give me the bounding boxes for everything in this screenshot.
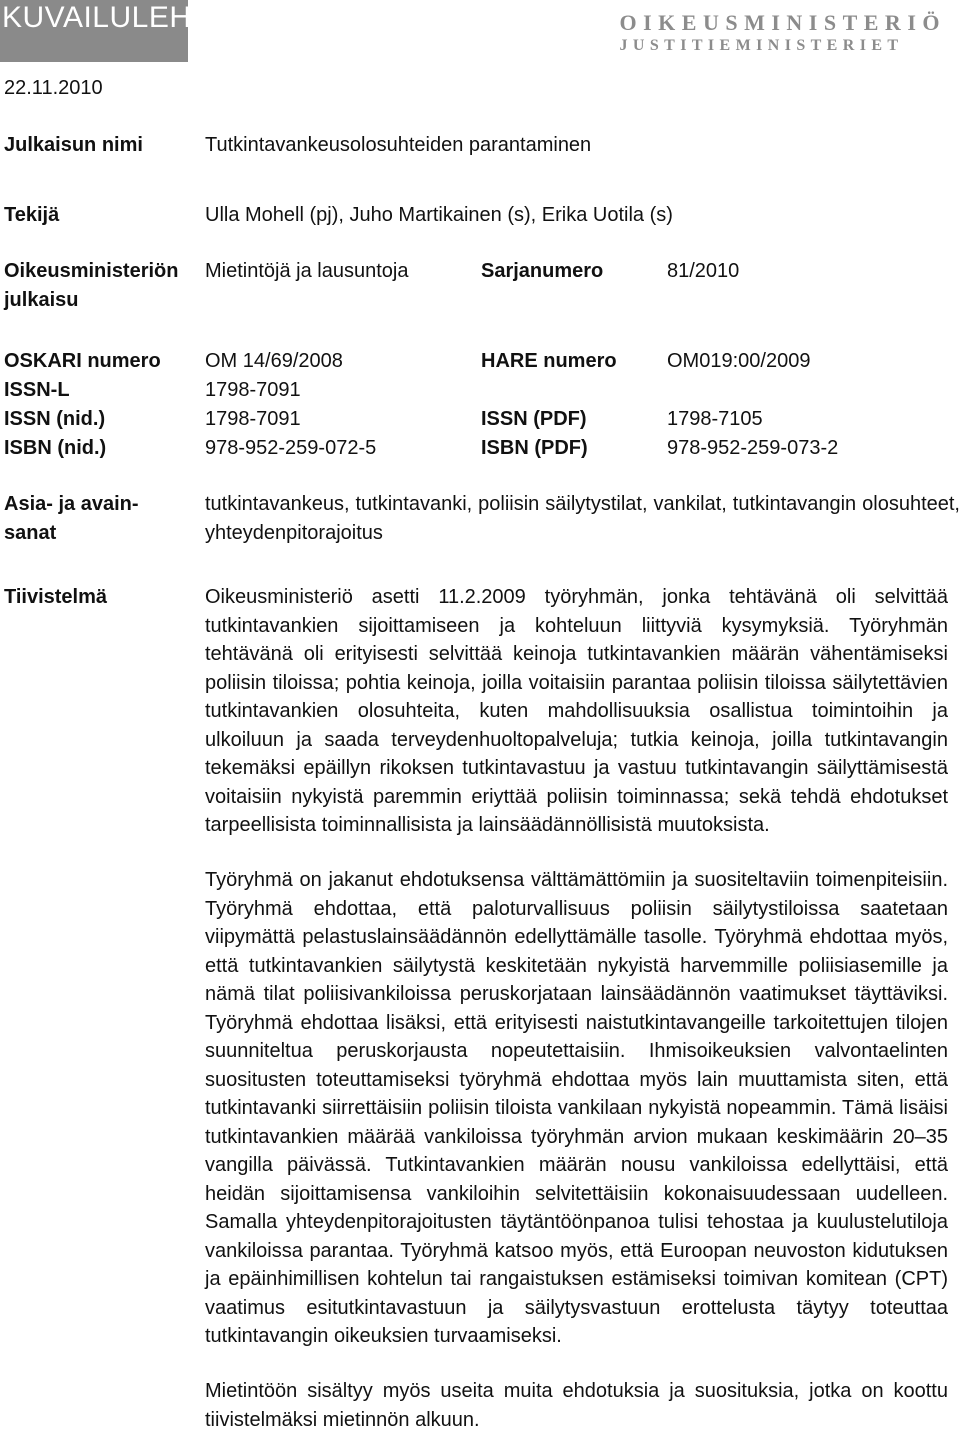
issn-l-value: 1798-7091 — [205, 379, 301, 401]
series-number-value: 81/2010 — [667, 260, 740, 282]
hare-value: OM019:00/2009 — [667, 350, 811, 372]
publisher-series-value: Mietintöjä ja lausuntoja — [205, 260, 409, 282]
ministry-logo — [619, 10, 946, 56]
abstract-paragraph-1: Oikeusministeriö asetti 11.2.2009 työryhmän, jonka tehtävänä oli selvittää tutkintavankien sijoittamiseen ja kohteluun liittyviä kysymyksiä. Työryhmän tehtävänä oli erityisesti selvittää keinoja tutkintavankien määrän vähentämiseksi poliisin tiloissa; pohtia keinoja, joilla voitaisiin parantaa poliisin tiloissa säilytettävien tutkintavankien olosuhteita, kuten mahdollisuuksia osallistua toimintoihin ja ulkoiluun ja saada terveydenhuoltopalveluja; tutkia keinoja, joilla tutkintavangin tekemäksi epäillyn rikoksen tutkintavastuu ja vastuu tutkintavangin säilyttämisestä voitaisiin nykyistä paremmin eriyttää poliisin toiminnassa; sekä tehdä ehdotukset tarpeellisista toiminnallisista ja lainsäädännöllisistä muutoksista. — [205, 586, 948, 836]
issn-nid-value: 1798-7091 — [205, 408, 301, 430]
issn-l-label: ISSN-L — [4, 379, 70, 401]
issn-pdf-value: 1798-7105 — [667, 408, 763, 430]
hare-label: HARE numero — [481, 350, 617, 372]
isbn-nid-label: ISBN (nid.) — [4, 437, 107, 459]
publication-name-label: Julkaisun nimi — [4, 134, 143, 156]
abstract-paragraph-3: Mietintöön sisältyy myös useita muita ehdotuksia ja suosituksia, jotka on koottu tiivistelmäksi mietinnön alkuun. — [205, 1380, 948, 1431]
oskari-value: OM 14/69/2008 — [205, 350, 343, 372]
ministry-name-sv: JUSTITIEMINISTERIET — [619, 37, 904, 54]
isbn-nid-value: 978-952-259-072-5 — [205, 437, 377, 459]
author-label: Tekijä — [4, 204, 60, 226]
issn-nid-label: ISSN (nid.) — [4, 408, 106, 430]
publisher-label-line1: Oikeusministeriön — [4, 260, 179, 282]
isbn-pdf-value: 978-952-259-073-2 — [667, 437, 839, 459]
ministry-name-fi: OIKEUSMINISTERIÖ — [619, 10, 946, 35]
publisher-label-line2: julkaisu — [4, 289, 79, 311]
keywords-label-line2: sanat — [4, 522, 57, 544]
keywords-label-line1: Asia- ja avain- — [4, 493, 139, 515]
oskari-label: OSKARI numero — [4, 350, 161, 372]
author-value: Ulla Mohell (pj), Juho Martikainen (s), Erika Uotila (s) — [205, 204, 673, 226]
isbn-pdf-label: ISBN (PDF) — [481, 437, 588, 459]
series-number-label: Sarjanumero — [481, 260, 604, 282]
keywords-value: tutkintavankeus, tutkintavanki, poliisin säilytystilat, vankilat, tutkintavangin olosuhteet, yhteydenpitorajoitus — [205, 493, 960, 544]
publication-name-value: Tutkintavankeusolosuhteiden parantaminen — [205, 134, 592, 156]
abstract-paragraph-2: Työryhmä on jakanut ehdotuksensa välttämättömiin ja suositeltaviin toimenpiteisiin. Työryhmä ehdottaa, että paloturvallisuus poliisin säilytystiloissa saatetaan viipymättä pelastuslainsäädännön edellyttämälle tasolle. Työryhmä ehdottaa myös, että tutkintavankien säilytystä keskitetään nykyistä harvemmille poliisiasemille ja nämä tilat poliisivankiloissa peruskorjataan lainsäädännön vaatimukset täyttäviksi. Työryhmä ehdottaa lisäksi, että erityisesti naistutkintavangeille tarkoitettujen tilojen suunniteltua peruskorjausta nopeutettaisiin. Ihmisoikeuksien valvontaelinten suositusten toteuttamiseksi työryhmä ehdottaa myös lain muuttamista siten, että tutkintavanki siirrettäisiin poliisin tiloista vankilaan nykyistä nopeammin. Tämä lisäisi tutkintavankien määrää vankiloissa työryhmän arvion mukaan keskimäärin 20–35 vangilla päivässä. Tutkintavankien määrän nousu vankiloissa edellyttäisi, että heidän sijoittamisensa vankiloihin selvitettäisiin kokonaisuudessaan uudelleen. Samalla yhteydenpitorajoitusten täytäntöönpanoa tulisi tehostaa ja kuulustelutiloja vankiloissa parantaa. Työryhmä katsoo myös, että Euroopan neuvoston kidutuksen ja epäinhimillisen kohtelun tai rangaistuksen estämiseksi toimivan komitean (CPT) vaatimus esitutkintavastuun ja säilytysvastuun erottelusta täytyy toteuttaa tutkintavangin oikeuksien turvaamiseksi. — [205, 869, 948, 1347]
document-date: 22.11.2010 — [4, 77, 103, 99]
issn-pdf-label: ISSN (PDF) — [481, 408, 587, 430]
header-band — [0, 0, 220, 62]
abstract-label: Tiivistelmä — [4, 586, 108, 608]
document-type-title: KUVAILULEHTI — [2, 1, 220, 34]
